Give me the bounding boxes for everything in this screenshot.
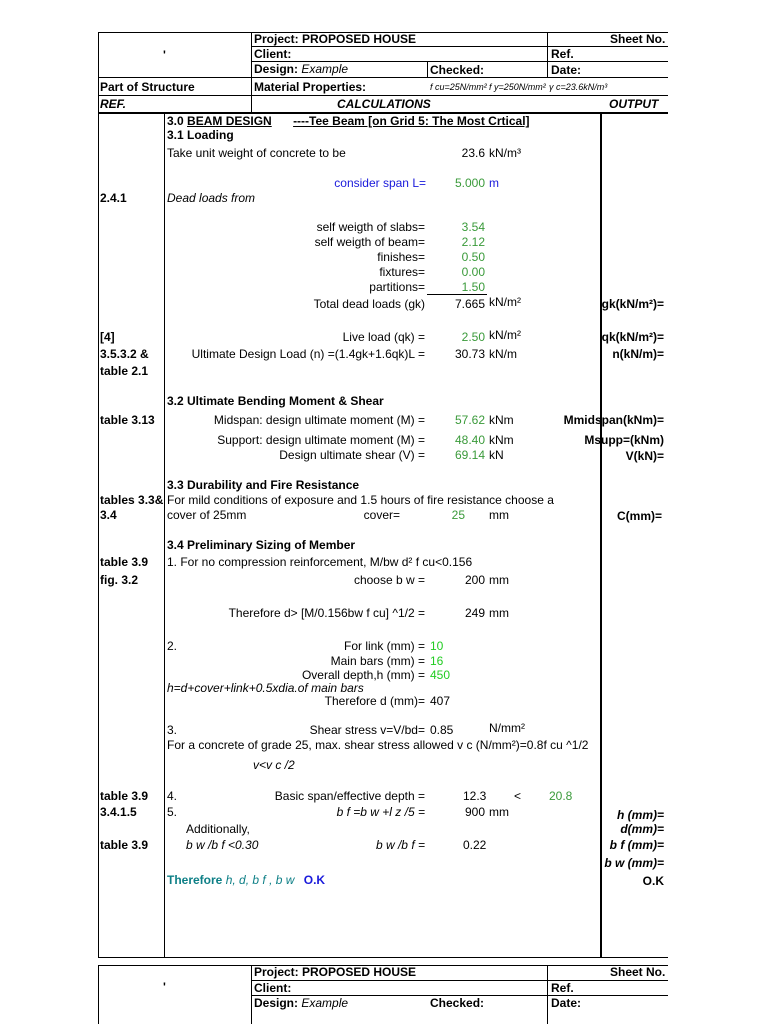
output-v: V(kN)= <box>625 449 664 463</box>
output-mmidspan: Mmidspan(kNm)= <box>563 413 664 427</box>
main-bars-value: 16 <box>430 654 444 668</box>
choose-bw-label: choose b w = <box>353 573 425 587</box>
shear-stress-label: Shear stress v=V/bd= <box>309 723 425 737</box>
therefore-word: Therefore <box>167 873 223 887</box>
therefore-d2-value: 407 <box>430 694 451 708</box>
load-label-fixtures: fixtures= <box>379 265 425 279</box>
footer-date: Date: <box>551 996 582 1010</box>
gamma-value: γ c=23.6kN/m³ <box>549 82 608 92</box>
dead-loads-from: Dead loads from <box>167 191 256 205</box>
ref-table-3-9b: table 3.9 <box>100 789 149 803</box>
v-less-condition: v<v c /2 <box>253 758 295 772</box>
output-h: h (mm)= <box>616 808 664 822</box>
therefore-ok-row <box>167 873 325 887</box>
span-label: consider span L= <box>334 176 426 190</box>
ref-3-4: 3.4 <box>100 508 117 522</box>
load-label-partitions: partitions= <box>369 280 425 294</box>
output-n: n(kN/m)= <box>612 347 664 361</box>
ref-label: Ref. <box>551 47 574 61</box>
header-line-1 <box>251 46 668 47</box>
load-value-beam: 2.12 <box>461 235 485 249</box>
col-header-calculations: CALCULATIONS <box>337 97 431 111</box>
link-value: 10 <box>430 639 444 653</box>
load-value-slabs: 3.54 <box>461 220 485 234</box>
section-3-4-title: 3.4 Preliminary Sizing of Member <box>167 538 356 552</box>
ref-table-3-9: table 3.9 <box>100 555 149 569</box>
cover-unit: mm <box>489 508 509 522</box>
main-bars-label: Main bars (mm) = <box>330 654 425 668</box>
choose-bw-value: 200 <box>464 573 485 587</box>
load-label-slabs: self weigth of slabs= <box>316 220 425 234</box>
date-label: Date: <box>551 63 582 77</box>
footer-design-row <box>254 996 348 1010</box>
load-value-finishes: 0.50 <box>461 250 485 264</box>
load-value-partitions: 1.50 <box>461 280 485 294</box>
ratio-label: b w /b f = <box>375 838 425 852</box>
h-formula: h=d+cover+link+0.5xdia.of main bars <box>167 681 364 695</box>
footer-line-1 <box>251 980 668 981</box>
ref-2-4-1: 2.4.1 <box>100 191 127 205</box>
total-dead-value: 7.665 <box>454 297 485 311</box>
overall-depth-label: Overall depth,h (mm) = <box>301 668 425 682</box>
choose-bw-unit: mm <box>489 573 509 587</box>
footer-client: Client: <box>254 981 292 995</box>
span-unit: m <box>489 176 499 190</box>
unit-weight-unit: kN/m³ <box>489 146 521 160</box>
span-depth-limit: 20.8 <box>549 789 573 803</box>
span-value: 5.000 <box>454 176 485 190</box>
header-line-3 <box>98 77 668 78</box>
material-properties-label: Material Properties: <box>254 80 367 94</box>
checked-label: Checked: <box>430 63 485 77</box>
ratio-condition: b w /b f <0.30 <box>186 838 259 852</box>
ratio-value: 0.22 <box>463 838 487 852</box>
section-3-2-title: 3.2 Ultimate Bending Moment & Shear <box>167 394 384 408</box>
therefore-d2-label: Therefore d (mm)= <box>324 694 425 708</box>
col-header-ref: REF. <box>100 97 127 111</box>
shear-label: Design ultimate shear (V) = <box>279 448 425 462</box>
udl-value: 30.73 <box>454 347 485 361</box>
unit-weight-value: 23.6 <box>461 146 485 160</box>
project-title: Project: PROPOSED HOUSE <box>254 32 417 46</box>
frame-left <box>98 32 99 957</box>
header-vline-1 <box>251 32 252 112</box>
therefore-d-value: 249 <box>464 606 485 620</box>
output-bw: b w (mm)= <box>604 856 664 870</box>
cover-value: 25 <box>451 508 465 522</box>
header-vline-3 <box>427 62 428 78</box>
fy-value: f y=250N/mm² <box>489 82 546 92</box>
bf-value: 900 <box>464 805 485 819</box>
ref-table-3-9c: table 3.9 <box>100 838 149 852</box>
fcu-value: f cu=25N/mm² <box>430 82 487 92</box>
output-bf: b f (mm)= <box>609 838 664 852</box>
live-load-label: Live load (qk) = <box>342 330 425 344</box>
header-tick: ' <box>163 48 166 62</box>
item-2: 2. <box>167 639 178 653</box>
ref-table-2-1: table 2.1 <box>100 364 149 378</box>
shear-stress-value: 0.85 <box>430 723 454 737</box>
support-label: Support: design ultimate moment (M) = <box>217 433 425 447</box>
durability-line-2: cover of 25mm <box>167 508 247 522</box>
footer-design-label: Design: <box>254 996 299 1010</box>
span-depth-cmp: < <box>514 789 522 803</box>
additionally: Additionally, <box>186 822 250 836</box>
link-label: For link (mm) = <box>344 639 425 653</box>
bf-label: b f =b w +l z /5 = <box>336 805 425 819</box>
part-of-structure-label: Part of Structure <box>100 80 195 94</box>
footer-sheet-no: Sheet No. <box>610 965 666 979</box>
span-depth-label: Basic span/effective depth = <box>274 789 425 803</box>
item-3: 3. <box>167 723 178 737</box>
ref-4: [4] <box>100 330 115 344</box>
udl-label: Ultimate Design Load (n) =(1.4gk+1.6qk)L = <box>191 347 425 361</box>
output-d: d(mm)= <box>620 822 664 836</box>
footer-checked: Checked: <box>430 996 485 1010</box>
span-depth-value: 12.3 <box>463 789 487 803</box>
design-value: Example <box>301 62 349 76</box>
udl-unit: kN/m <box>489 347 517 361</box>
client-label: Client: <box>254 47 292 61</box>
section-3-1-title: 3.1 Loading <box>167 128 234 142</box>
ref-fig-3-2: fig. 3.2 <box>100 573 139 587</box>
load-label-beam: self weigth of beam= <box>314 235 425 249</box>
grade-text: For a concrete of grade 25, max. shear stress allowed v c (N/mm²)=0.8f cu ^1/2 <box>167 738 589 752</box>
therefore-d-label: Therefore d> [M/0.156bw f cu] ^1/2 = <box>228 606 425 620</box>
live-load-unit: kN/m² <box>489 328 521 342</box>
unit-weight-text: Take unit weight of concrete to be <box>167 146 346 160</box>
section-3-0-heading <box>167 114 530 128</box>
item-5: 5. <box>167 805 178 819</box>
sheet-no-label: Sheet No. <box>610 32 666 46</box>
support-value: 48.40 <box>454 433 485 447</box>
output-gk: gk(kN/m²)= <box>601 297 664 311</box>
live-load-value: 2.50 <box>461 330 485 344</box>
output-msupp: Msupp=(kNm) <box>584 433 664 447</box>
design-label: Design: <box>254 62 299 76</box>
bf-unit: mm <box>489 805 509 819</box>
overall-depth-value: 450 <box>430 668 451 682</box>
col-header-output: OUTPUT <box>609 97 659 111</box>
item-1: 1. For no compression reinforcement, M/bw d² f cu<0.156 <box>167 555 473 569</box>
design-row <box>254 62 348 76</box>
output-ok: O.K <box>642 874 664 888</box>
header-vline-2 <box>547 32 548 77</box>
ref-3-5-3-2: 3.5.3.2 & <box>100 347 149 361</box>
midspan-value: 57.62 <box>454 413 485 427</box>
cover-label: cover= <box>363 508 400 522</box>
section-title: BEAM DESIGN <box>187 114 272 128</box>
midspan-unit: kNm <box>489 413 514 427</box>
load-label-finishes: finishes= <box>377 250 425 264</box>
section-3-3-title: 3.3 Durability and Fire Resistance <box>167 478 360 492</box>
item-4: 4. <box>167 789 178 803</box>
ref-3-4-1-5: 3.4.1.5 <box>100 805 137 819</box>
header-line-4 <box>98 95 668 96</box>
footer-left <box>98 965 99 1024</box>
therefore-d-unit: mm <box>489 606 509 620</box>
section-number: 3.0 <box>167 114 184 128</box>
col-line-ref <box>164 112 165 957</box>
shear-value: 69.14 <box>454 448 485 462</box>
total-dead-label: Total dead loads (gk) <box>313 297 425 311</box>
load-value-fixtures: 0.00 <box>461 265 485 279</box>
section-subtitle: ----Tee Beam [on Grid 5: The Most Crtical] <box>293 114 530 128</box>
ref-tables-3-3: tables 3.3& <box>100 493 164 507</box>
shear-unit: kN <box>489 448 504 462</box>
shear-stress-unit: N/mm² <box>489 721 525 735</box>
durability-line-1: For mild conditions of exposure and 1.5 hours of fire resistance choose a <box>167 493 554 507</box>
midspan-label: Midspan: design ultimate moment (M) = <box>213 413 425 427</box>
ok-text: O.K <box>303 873 326 887</box>
output-qk: qk(kN/m²)= <box>601 330 664 344</box>
total-rule <box>427 294 487 295</box>
total-dead-unit: kN/m² <box>489 295 521 309</box>
output-c: C(mm)= <box>616 509 662 523</box>
ok-variables: h, d, b f , b w <box>225 873 295 887</box>
footer-tick: ' <box>163 980 166 994</box>
footer-project-title: Project: PROPOSED HOUSE <box>254 965 417 979</box>
footer-design-value: Example <box>301 996 349 1010</box>
footer-ref: Ref. <box>551 981 574 995</box>
ref-table-3-13: table 3.13 <box>100 413 155 427</box>
support-unit: kNm <box>489 433 514 447</box>
frame-bottom <box>98 957 668 958</box>
